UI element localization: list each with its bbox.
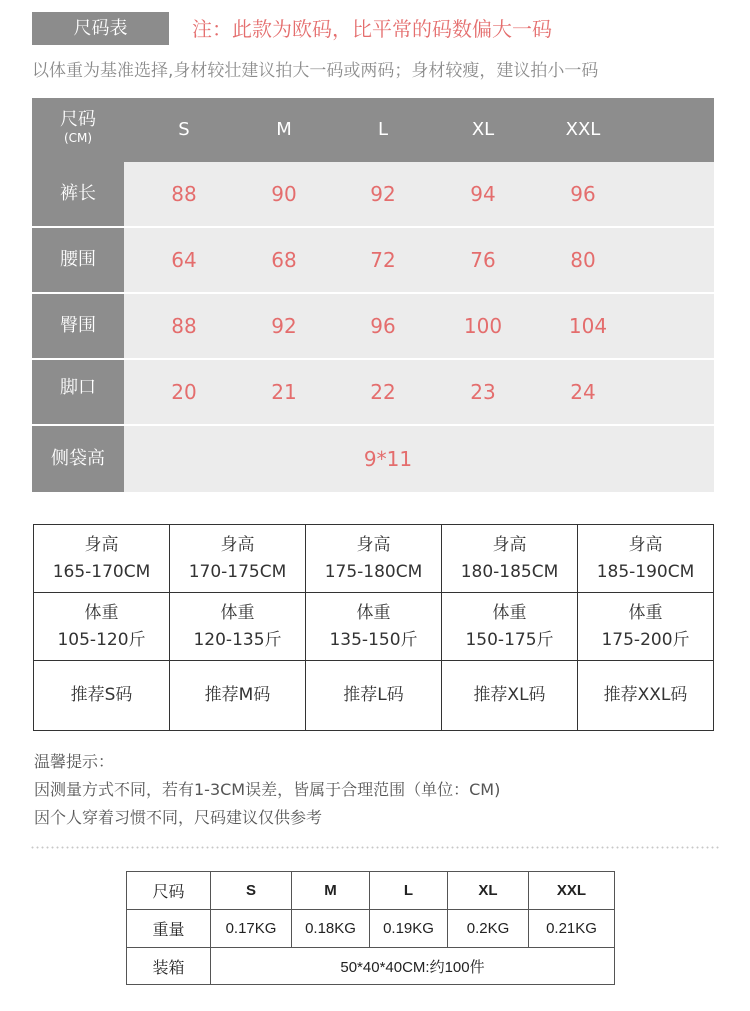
weight-table-box-label: 装箱 xyxy=(127,948,211,985)
waist-s: 64 xyxy=(171,248,197,272)
recommend-m: 推荐M码 xyxy=(170,661,306,731)
table-row xyxy=(127,948,615,985)
height-label: 身高 xyxy=(84,534,119,555)
hem-xxl: 24 xyxy=(570,380,596,404)
weight-xxl: 0.21KG xyxy=(529,910,615,948)
weight-table-size-s: S xyxy=(211,872,292,910)
height-range: 170-175CM xyxy=(188,561,287,582)
length-m: 90 xyxy=(271,182,297,206)
size-chart xyxy=(32,98,714,492)
table-row xyxy=(124,294,714,358)
tips xyxy=(34,748,500,832)
weight-label: 体重 xyxy=(220,602,255,623)
height-range: 165-170CM xyxy=(52,561,151,582)
weight-table-size-label: 尺码 xyxy=(127,872,211,910)
hip-xl: 100 xyxy=(463,314,503,338)
size-advice: 以体重为基准选择,身材较壮建议拍大一码或两码；身材较瘦，建议拍小一码 xyxy=(32,61,599,81)
table-row xyxy=(34,593,714,661)
length-xl: 94 xyxy=(470,182,496,206)
height-cell xyxy=(170,525,306,593)
table-row xyxy=(124,426,714,492)
hem-m: 21 xyxy=(271,380,297,404)
hip-s: 88 xyxy=(171,314,197,338)
height-cell xyxy=(306,525,442,593)
size-note: 注：此款为欧码，比平常的码数偏大一码 xyxy=(192,17,552,41)
weight-table-size-xl: XL xyxy=(448,872,529,910)
table-row xyxy=(124,162,714,226)
weight-range: 135-150斤 xyxy=(329,629,418,650)
length-s: 88 xyxy=(171,182,197,206)
hem-xl: 23 xyxy=(470,380,496,404)
row-label-hem: 脚口 xyxy=(32,360,124,424)
size-recommendation-table xyxy=(33,524,714,731)
weight-range: 120-135斤 xyxy=(193,629,282,650)
tips-line-2: 因个人穿着习惯不同，尺码建议仅供参考 xyxy=(34,808,323,827)
table-row xyxy=(127,872,615,910)
waist-xxl: 80 xyxy=(570,248,596,272)
size-header-xl: XL xyxy=(471,119,495,140)
size-header-l: L xyxy=(377,119,389,140)
weight-table-size-xxl: XXL xyxy=(529,872,615,910)
size-header-xxl: XXL xyxy=(565,119,601,140)
weight-table-weight-label: 重量 xyxy=(127,910,211,948)
weight-l: 0.19KG xyxy=(370,910,448,948)
height-label: 身高 xyxy=(628,534,663,555)
table-row xyxy=(124,360,714,424)
waist-l: 72 xyxy=(370,248,396,272)
recommend-xl: 推荐XL码 xyxy=(442,661,578,731)
hip-l: 96 xyxy=(370,314,396,338)
length-l: 92 xyxy=(370,182,396,206)
hem-s: 20 xyxy=(171,380,197,404)
waist-xl: 76 xyxy=(470,248,496,272)
weight-label: 体重 xyxy=(356,602,391,623)
size-chart-header xyxy=(32,98,714,162)
waist-m: 68 xyxy=(271,248,297,272)
height-range: 175-180CM xyxy=(324,561,423,582)
height-label: 身高 xyxy=(220,534,255,555)
height-range: 180-185CM xyxy=(460,561,559,582)
size-header-s: S xyxy=(178,119,190,140)
height-cell xyxy=(34,525,170,593)
row-label-waist: 腰围 xyxy=(32,228,124,292)
table-row xyxy=(34,525,714,593)
weight-xl: 0.2KG xyxy=(448,910,529,948)
tips-title: 温馨提示： xyxy=(34,752,115,771)
hip-xxl: 104 xyxy=(568,314,608,338)
table-row xyxy=(124,228,714,292)
weight-label: 体重 xyxy=(84,602,119,623)
recommend-xxl: 推荐XXL码 xyxy=(578,661,714,731)
table-row xyxy=(127,910,615,948)
dotted-divider xyxy=(30,846,720,849)
height-label: 身高 xyxy=(492,534,527,555)
pocket-value: 9*11 xyxy=(363,447,413,471)
weight-cell xyxy=(578,593,714,661)
recommend-s: 推荐S码 xyxy=(34,661,170,731)
weight-s: 0.17KG xyxy=(211,910,292,948)
corner-unit: (CM) xyxy=(63,131,93,145)
row-label-length: 裤长 xyxy=(32,162,124,226)
box-value: 50*40*40CM:约100件 xyxy=(211,948,615,985)
table-row xyxy=(34,661,714,731)
weight-range: 105-120斤 xyxy=(57,629,146,650)
size-header-m: M xyxy=(276,119,292,140)
row-label-pocket: 侧袋高 xyxy=(32,426,124,492)
weight-cell xyxy=(442,593,578,661)
row-label-hip: 臀围 xyxy=(32,294,124,358)
length-xxl: 96 xyxy=(570,182,596,206)
recommend-l: 推荐L码 xyxy=(306,661,442,731)
hem-l: 22 xyxy=(370,380,396,404)
weight-label: 体重 xyxy=(492,602,527,623)
weight-table-size-l: L xyxy=(370,872,448,910)
height-range: 185-190CM xyxy=(596,561,695,582)
corner-title: 尺码 xyxy=(60,109,96,130)
size-chart-corner xyxy=(32,98,124,162)
weight-cell xyxy=(170,593,306,661)
hip-m: 92 xyxy=(271,314,297,338)
height-label: 身高 xyxy=(356,534,391,555)
weight-cell xyxy=(34,593,170,661)
tips-line-1: 因测量方式不同，若有1-3CM误差，皆属于合理范围（单位：CM) xyxy=(34,780,501,799)
weight-label: 体重 xyxy=(628,602,663,623)
weight-table xyxy=(126,871,615,985)
weight-table-size-m: M xyxy=(292,872,370,910)
height-cell xyxy=(578,525,714,593)
weight-cell xyxy=(306,593,442,661)
weight-m: 0.18KG xyxy=(292,910,370,948)
weight-range: 150-175斤 xyxy=(465,629,554,650)
weight-range: 175-200斤 xyxy=(601,629,690,650)
height-cell xyxy=(442,525,578,593)
size-chart-badge: 尺码表 xyxy=(32,12,169,45)
